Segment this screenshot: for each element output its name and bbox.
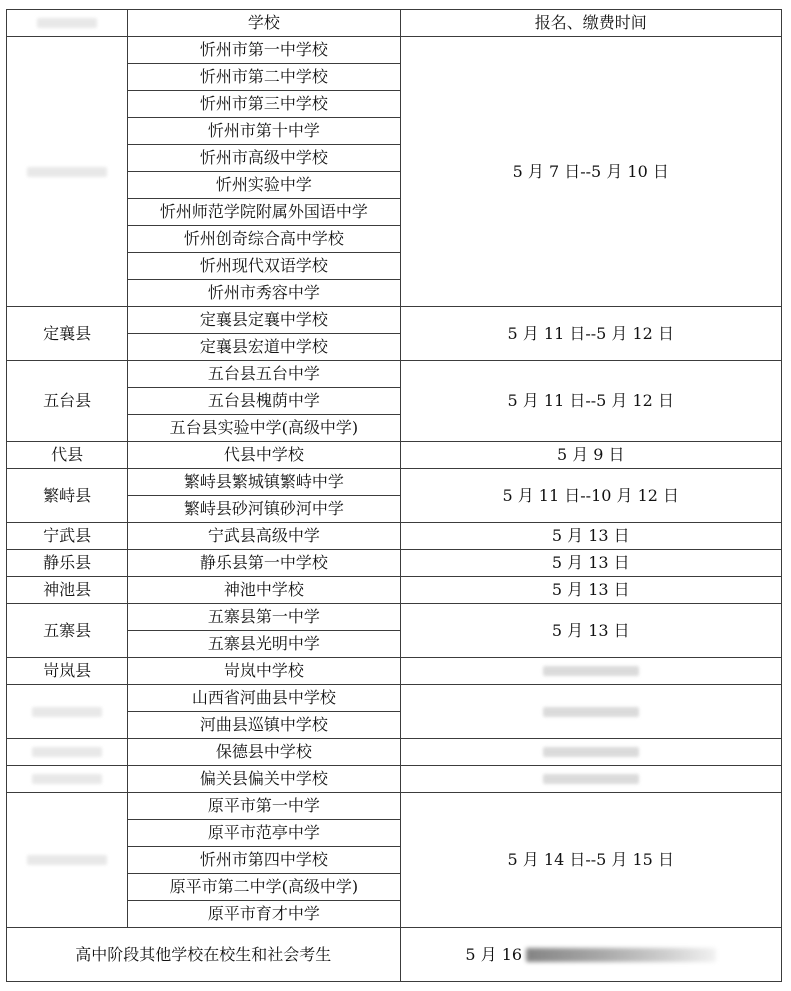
school-cell: 静乐县第一中学校 — [128, 550, 400, 577]
time-cell: 5 月 7 日--5 月 10 日 — [400, 37, 782, 307]
table-row — [7, 550, 782, 577]
time-cell: 5 月 13 日 — [400, 604, 782, 658]
table-row — [7, 469, 782, 496]
table-row — [7, 523, 782, 550]
county-cell: 繁峙县 — [7, 469, 128, 523]
time-cell — [400, 739, 782, 766]
school-cell: 忻州市第三中学校 — [128, 91, 400, 118]
county-cell — [7, 766, 128, 793]
header-time: 报名、缴费时间 — [400, 10, 782, 37]
time-cell: 5 月 11 日--5 月 12 日 — [400, 361, 782, 442]
table-row — [7, 766, 782, 793]
school-cell: 五台县实验中学(高级中学) — [128, 415, 400, 442]
table-row — [7, 739, 782, 766]
time-cell: 5 月 13 日 — [400, 550, 782, 577]
time-cell — [400, 658, 782, 685]
school-cell: 忻州实验中学 — [128, 172, 400, 199]
table-row — [7, 685, 782, 712]
school-cell: 繁峙县繁城镇繁峙中学 — [128, 469, 400, 496]
school-cell: 山西省河曲县中学校 — [128, 685, 400, 712]
school-cell: 岢岚中学校 — [128, 658, 400, 685]
table-header-row — [7, 10, 782, 37]
school-cell: 保德县中学校 — [128, 739, 400, 766]
school-cell: 定襄县宏道中学校 — [128, 334, 400, 361]
smudged-text — [32, 774, 102, 784]
table-row — [7, 37, 782, 64]
smudged-text — [543, 774, 639, 784]
school-cell: 五台县槐荫中学 — [128, 388, 400, 415]
school-cell: 繁峙县砂河镇砂河中学 — [128, 496, 400, 523]
school-cell: 忻州市第二中学校 — [128, 64, 400, 91]
county-cell: 宁武县 — [7, 523, 128, 550]
school-cell: 原平市育才中学 — [128, 901, 400, 928]
time-cell: 5 月 9 日 — [400, 442, 782, 469]
table-row — [7, 442, 782, 469]
school-cell: 原平市第一中学 — [128, 793, 400, 820]
school-cell: 五台县五台中学 — [128, 361, 400, 388]
smudged-text — [543, 707, 639, 717]
county-cell: 静乐县 — [7, 550, 128, 577]
time-cell — [400, 685, 782, 739]
schedule-table — [6, 9, 782, 982]
smudged-text — [27, 167, 107, 177]
school-cell: 河曲县巡镇中学校 — [128, 712, 400, 739]
time-cell — [400, 766, 782, 793]
footer-row — [7, 928, 782, 982]
county-cell: 神池县 — [7, 577, 128, 604]
table-row — [7, 604, 782, 631]
table-row — [7, 361, 782, 388]
footer-label: 高中阶段其他学校在校生和社会考生 — [7, 928, 401, 982]
smudged-text — [37, 18, 97, 28]
county-cell: 代县 — [7, 442, 128, 469]
table-row — [7, 577, 782, 604]
time-cell: 5 月 14 日--5 月 15 日 — [400, 793, 782, 928]
school-cell: 五寨县光明中学 — [128, 631, 400, 658]
header-school: 学校 — [128, 10, 400, 37]
smudged-text — [32, 707, 102, 717]
smudged-text — [543, 666, 639, 676]
county-cell — [7, 793, 128, 928]
county-cell: 岢岚县 — [7, 658, 128, 685]
school-cell: 忻州师范学院附属外国语中学 — [128, 199, 400, 226]
footer-time: 5 月 16 — [465, 944, 523, 964]
school-cell: 忻州市第四中学校 — [128, 847, 400, 874]
county-cell — [7, 685, 128, 739]
school-cell: 忻州创奇综合高中学校 — [128, 226, 400, 253]
school-cell: 忻州现代双语学校 — [128, 253, 400, 280]
table-row — [7, 307, 782, 334]
county-cell: 五寨县 — [7, 604, 128, 658]
time-cell: 5 月 13 日 — [400, 523, 782, 550]
school-cell: 忻州市秀容中学 — [128, 280, 400, 307]
time-cell: 5 月 11 日--10 月 12 日 — [400, 469, 782, 523]
school-cell: 原平市范亭中学 — [128, 820, 400, 847]
smudged-text — [526, 948, 716, 962]
school-cell: 忻州市第十中学 — [128, 118, 400, 145]
smudged-text — [543, 747, 639, 757]
school-cell: 原平市第二中学(高级中学) — [128, 874, 400, 901]
table-row — [7, 658, 782, 685]
table-row — [7, 793, 782, 820]
time-cell: 5 月 11 日--5 月 12 日 — [400, 307, 782, 361]
school-cell: 定襄县定襄中学校 — [128, 307, 400, 334]
county-cell — [7, 37, 128, 307]
school-cell: 代县中学校 — [128, 442, 400, 469]
school-cell: 忻州市高级中学校 — [128, 145, 400, 172]
smudged-text — [27, 855, 107, 865]
time-cell: 5 月 13 日 — [400, 577, 782, 604]
footer-time-cell — [400, 928, 782, 982]
header-county-cell — [7, 10, 128, 37]
smudged-text — [32, 747, 102, 757]
school-cell: 五寨县第一中学 — [128, 604, 400, 631]
school-cell: 神池中学校 — [128, 577, 400, 604]
county-cell — [7, 739, 128, 766]
school-cell: 忻州市第一中学校 — [128, 37, 400, 64]
school-cell: 宁武县高级中学 — [128, 523, 400, 550]
county-cell: 定襄县 — [7, 307, 128, 361]
registration-schedule — [6, 9, 782, 982]
school-cell: 偏关县偏关中学校 — [128, 766, 400, 793]
county-cell: 五台县 — [7, 361, 128, 442]
